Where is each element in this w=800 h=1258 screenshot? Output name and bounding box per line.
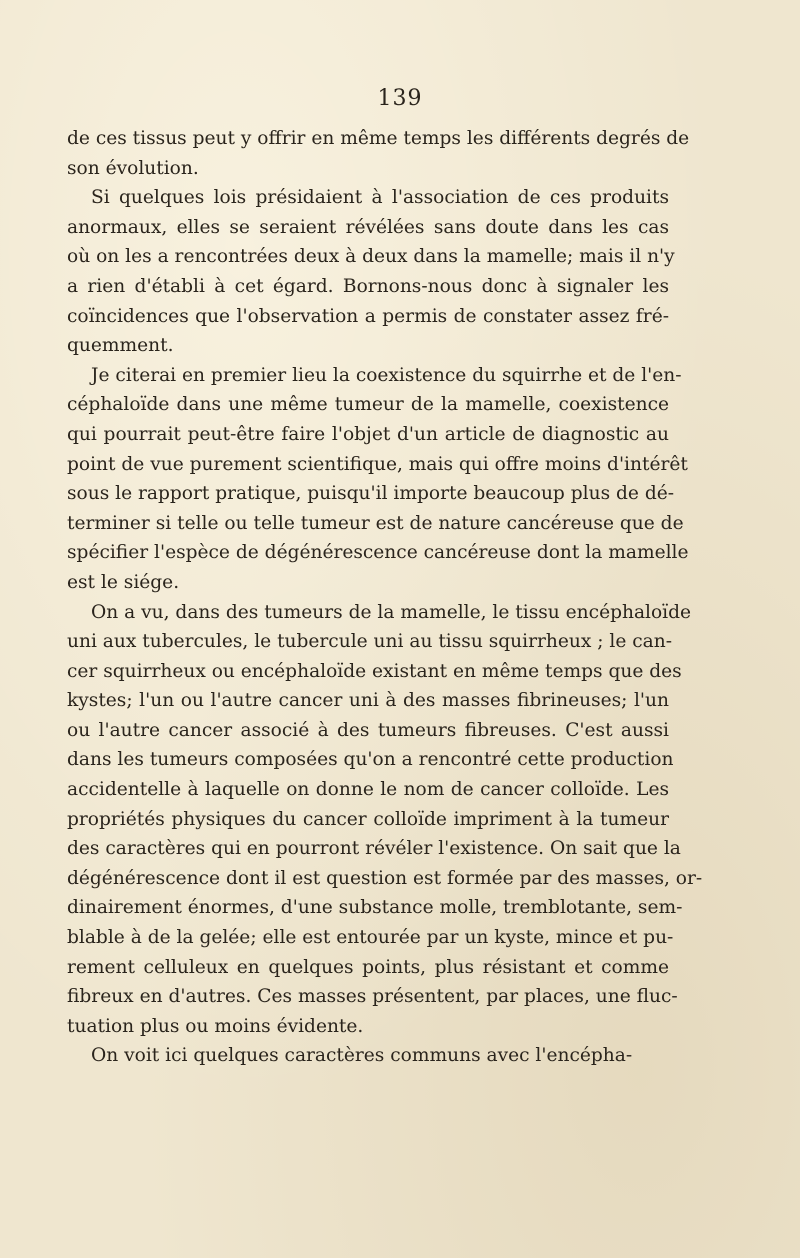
text-line: a rien d'établi à cet égard. Bornons-nous donc à signaler les: [67, 275, 669, 297]
text-line: anormaux, elles se seraient révélées sans doute dans les cas: [67, 216, 669, 238]
text-line: Si quelques lois présidaient à l'association de ces produits: [91, 187, 669, 209]
text-line: Je citerai en premier lieu la coexistence du squirrhe et de l'en-: [91, 364, 682, 386]
text-line: uni aux tubercules, le tubercule uni au tissu squirrheux ; le can-: [67, 631, 673, 653]
text-line: rement celluleux en quelques points, plus résistant et comme: [67, 956, 669, 978]
text-line: ou l'autre cancer associé à des tumeurs fibreuses. C'est aussi: [67, 719, 669, 741]
page-number: 139: [377, 86, 423, 111]
text-line: est le siége.: [67, 571, 180, 593]
text-line: tuation plus ou moins évidente.: [67, 1015, 364, 1037]
paragraph: [67, 361, 689, 598]
text-line: sous le rapport pratique, puisqu'il importe beaucoup plus de dé-: [67, 483, 675, 505]
text-line: des caractères qui en pourront révéler l'existence. On sait que la: [67, 838, 681, 860]
text-line: dans les tumeurs composées qu'on a rencontré cette production: [67, 749, 674, 771]
text-line: accidentelle à laquelle on donne le nom de cancer colloïde. Les: [67, 779, 669, 801]
text-line: propriétés physiques du cancer colloïde impriment à la tumeur: [67, 808, 669, 830]
text-line: cer squirrheux ou encéphaloïde existant en même temps que des: [67, 660, 682, 682]
text-line: spécifier l'espèce de dégénérescence cancéreuse dont la mamelle: [67, 542, 689, 564]
text-line: où on les a rencontrées deux à deux dans la mamelle; mais il n'y: [67, 246, 675, 268]
text-line: coïncidences que l'observation a permis de constater assez fré-: [67, 305, 669, 327]
text-line: blable à de la gelée; elle est entourée par un kyste, mince et pu-: [67, 927, 674, 949]
text-line: terminer si telle ou telle tumeur est de nature cancéreuse que de: [67, 512, 684, 534]
text-line: céphaloïde dans une même tumeur de la mamelle, coexistence: [67, 394, 669, 416]
paragraph: [67, 183, 675, 361]
text-line: On voit ici quelques caractères communs avec l'encépha-: [91, 1045, 633, 1067]
body-text: [67, 124, 703, 1071]
paragraph: [67, 598, 703, 1042]
text-line: kystes; l'un ou l'autre cancer uni à des masses fibrineuses; l'un: [67, 690, 669, 712]
text-line: dégénérescence dont il est question est formée par des masses, or-: [67, 867, 703, 889]
text-line: dinairement énormes, d'une substance molle, tremblotante, sem-: [67, 897, 683, 919]
paragraph: [67, 1041, 669, 1071]
text-line: On a vu, dans des tumeurs de la mamelle, le tissu encéphaloïde: [91, 601, 692, 623]
text-line: fibreux en d'autres. Ces masses présentent, par places, une fluc-: [67, 986, 678, 1008]
text-line: de ces tissus peut y offrir en même temps les différents degrés de: [67, 128, 690, 149]
text-line: quemment.: [67, 335, 174, 357]
text-line: point de vue purement scientifique, mais qui offre moins d'intérêt: [67, 453, 688, 475]
paragraph: [67, 124, 690, 183]
text-line: qui pourrait peut-être faire l'objet d'un article de diagnostic au: [67, 423, 669, 445]
text-line: son évolution.: [67, 157, 199, 179]
